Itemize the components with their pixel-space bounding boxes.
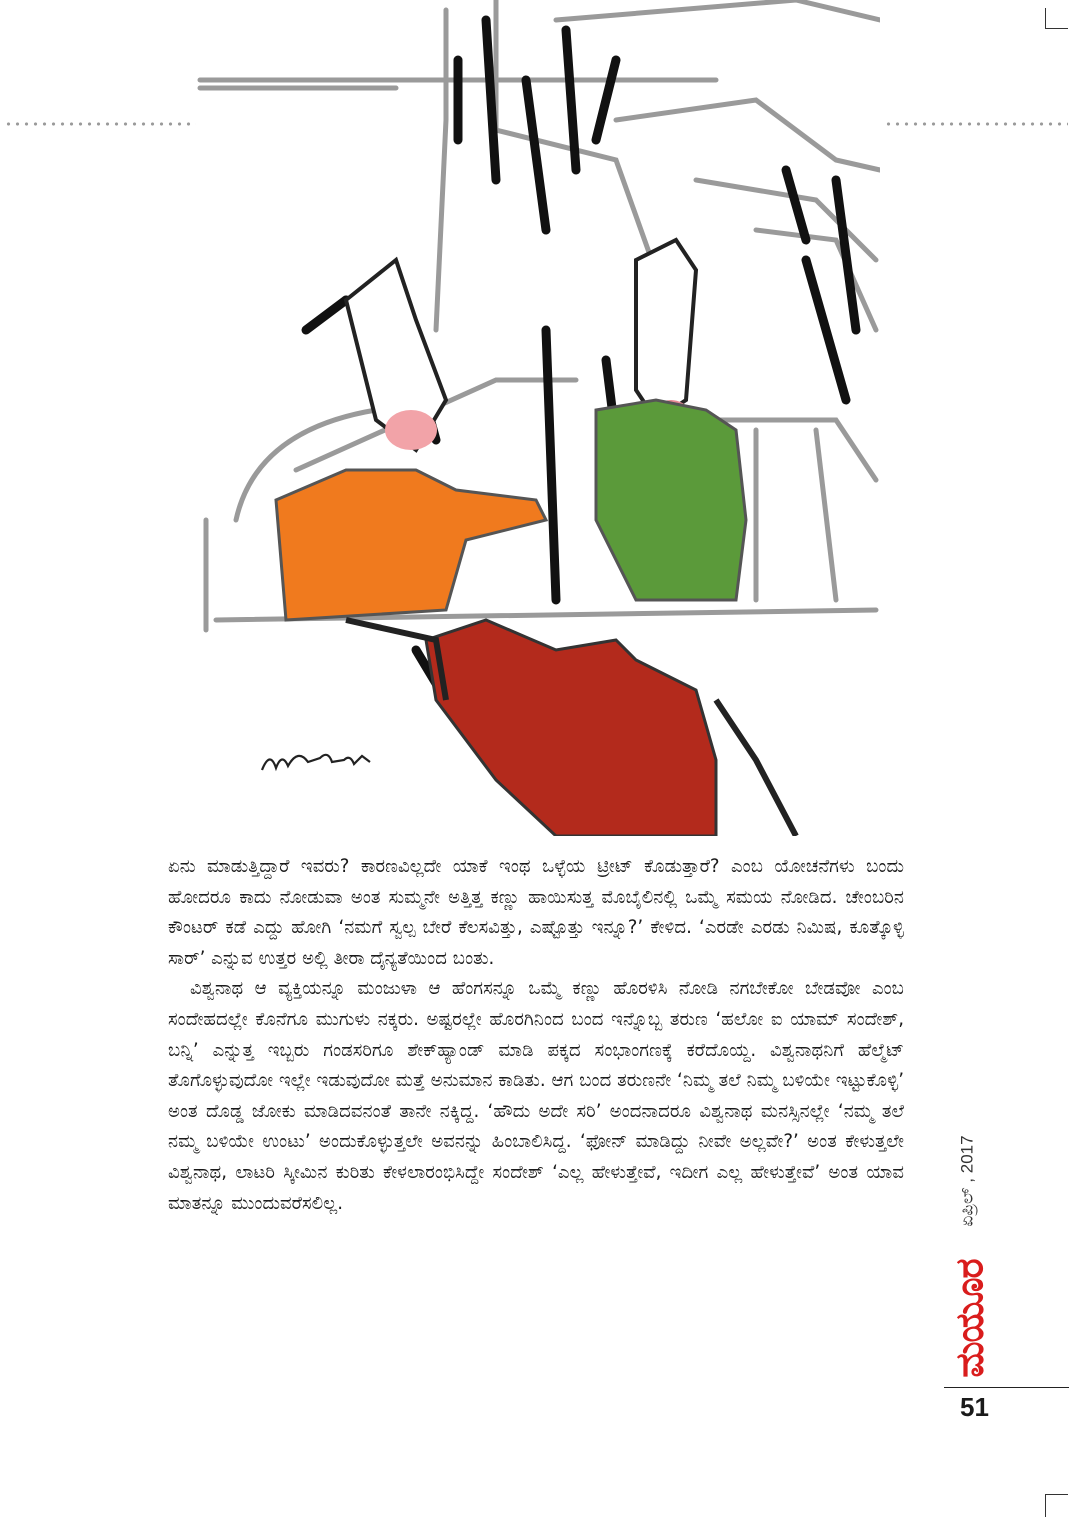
story-illustration <box>196 0 880 836</box>
magazine-name: ಮಯೂರ <box>947 1258 992 1378</box>
magazine-masthead <box>947 1258 992 1378</box>
illustration-artwork <box>196 0 880 836</box>
dotted-rule-left <box>4 121 196 127</box>
crop-mark-top-right <box>1045 8 1068 29</box>
crop-mark-bottom-right <box>1045 1494 1068 1517</box>
page-number: 51 <box>960 1392 989 1422</box>
issue-date <box>943 1108 993 1253</box>
article-body <box>168 852 904 1219</box>
issue-date-text: ಏಪ್ರಿಲ್ , 2017 <box>958 1134 977 1227</box>
article-paragraph-2: ವಿಶ್ವನಾಥ ಆ ವ್ಯಕ್ತಿಯನ್ನೂ ಮಂಜುಳಾ ಆ ಹೆಂಗಸನ್ನೂ ಒಮ್ಮೆ ಕಣ್ಣು ಹೊರಳಿಸಿ ನೋಡಿ ನಗಬೇಕೋ ಬೇಡವೋ ಎಂಬ ಸಂದೇಹದಲ್ಲೇ ಕೊನೆಗೂ ಮುಗುಳು ನಕ್ಕರು. ಅಷ್ಟರಲ್ಲೇ ಹೊರಗಿನಿಂದ ಬಂದ ಇನ್ನೊಬ್ಬ ತರುಣ ‘ಹಲೋ ಐ ಯಾಮ್ ಸಂದೇಶ್, ಬನ್ನಿ’ ಎನ್ನುತ್ತ ಇಬ್ಬರು ಗಂಡಸರಿಗೂ ಶೇಕ್‌ಹ್ಯಾಂಡ್ ಮಾಡಿ ಪಕ್ಕದ ಸಂಭಾಂಗಣಕ್ಕೆ ಕರೆದೊಯ್ದ. ವಿಶ್ವನಾಥನಿಗೆ ಹೆಲ್ಮೆಟ್ ತೊಗೊಳ್ಳುವುದೋ ಇಲ್ಲೇ ಇಡುವುದೋ ಮತ್ತೆ ಅನುಮಾನ ಕಾಡಿತು. ಆಗ ಬಂದ ತರುಣನೇ ‘ನಿಮ್ಮ ತಲೆ ನಿಮ್ಮ ಬಳಿಯೇ ಇಟ್ಟುಕೊಳ್ಳಿ’ ಅಂತ ದೊಡ್ಡ ಜೋಕು ಮಾಡಿದವನಂತೆ ತಾನೇ ನಕ್ಕಿದ್ದ. ‘ಹೌದು ಅದೇ ಸರಿ’ ಅಂದನಾದರೂ ವಿಶ್ವನಾಥ ಮನಸ್ಸಿನಲ್ಲೇ ‘ನಮ್ಮ ತಲೆ ನಮ್ಮ ಬಳಿಯೇ ಉಂಟು’ ಅಂದುಕೊಳ್ಳುತ್ತಲೇ ಅವನನ್ನು ಹಿಂಬಾಲಿಸಿದ್ದ. ‘ಫೋನ್ ಮಾಡಿದ್ದು ನೀವೇ ಅಲ್ಲವೇ?’ ಅಂತ ಕೇಳುತ್ತಲೇ ವಿಶ್ವನಾಥ, ಲಾಟರಿ ಸ್ಕೀಮಿನ ಕುರಿತು ಕೇಳಲಾರಂಭಿಸಿದ್ದೇ ಸಂದೇಶ್ ‘ಎಲ್ಲ ಹೇಳುತ್ತೇವೆ, ಇದೀಗ ಎಲ್ಲ ಹೇಳುತ್ತೇವೆ’ ಅಂತ ಯಾವ ಮಾತನ್ನೂ ಮುಂದುವರೆಸಲಿಲ್ಲ. <box>168 978 904 1214</box>
folio-rule <box>944 1387 1069 1388</box>
artist-signature <box>258 740 388 780</box>
article-paragraph-1: ಏನು ಮಾಡುತ್ತಿದ್ದಾರೆ ಇವರು? ಕಾರಣವಿಲ್ಲದೇ ಯಾಕೆ ಇಂಥ ಒಳ್ಳೆಯ ಟ್ರೀಟ್ ಕೊಡುತ್ತಾರೆ? ಎಂಬ ಯೋಚನೆಗಳು ಬಂದು ಹೋದರೂ ಕಾದು ನೋಡುವಾ ಅಂತ ಸುಮ್ಮನೇ ಅತ್ತಿತ್ತ ಕಣ್ಣು ಹಾಯಿಸುತ್ತ ಮೊಬೈಲಿನಲ್ಲಿ ಒಮ್ಮೆ ಸಮಯ ನೋಡಿದ. ಚೇಂಬರಿನ ಕೌಂಟರ್ ಕಡೆ ಎದ್ದು ಹೋಗಿ ‘ನಮಗೆ ಸ್ವಲ್ಪ ಬೇರೆ ಕೆಲಸವಿತ್ತು, ಎಷ್ಟೊತ್ತು ಇನ್ನೂ?’ ಕೇಳಿದ. ‘ಎರಡೇ ಎರಡು ನಿಮಿಷ, ಕೂತ್ಕೊಳ್ಳಿ ಸಾರ್’ ಎನ್ನುವ ಉತ್ತರ ಅಲ್ಲಿ ತೀರಾ ದೈನ್ಯತೆಯಿಂದ ಬಂತು. <box>168 856 904 969</box>
dotted-rule-right <box>884 121 1068 127</box>
